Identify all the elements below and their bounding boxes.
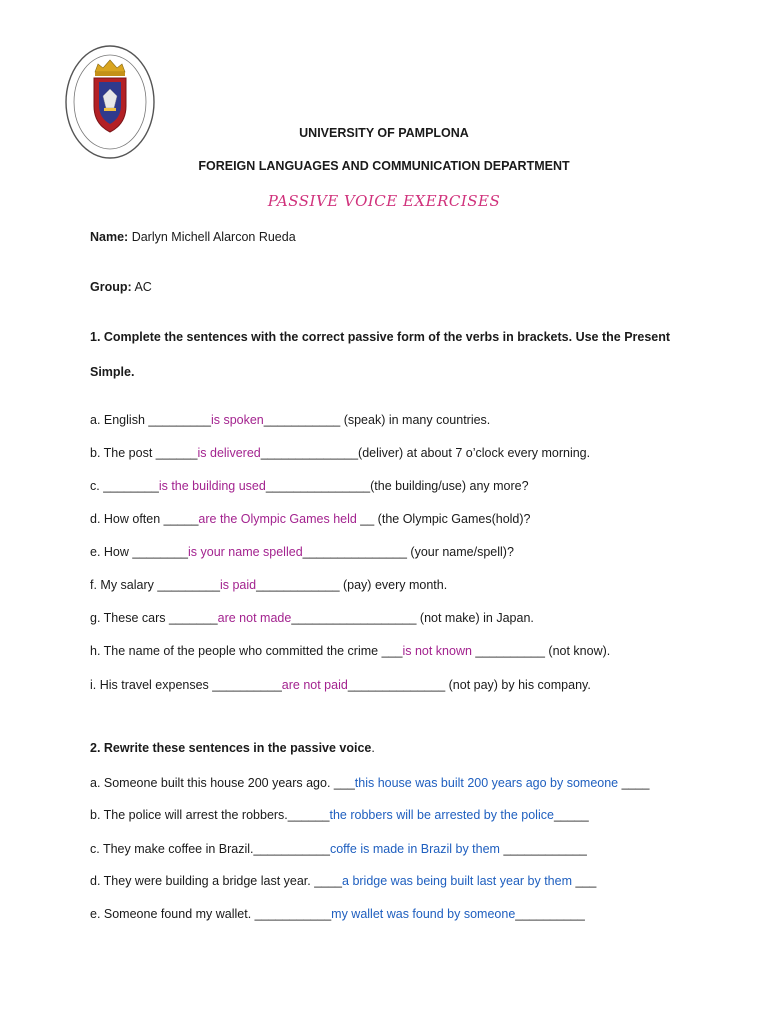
page-title: PASSIVE VOICE EXERCISES bbox=[267, 192, 501, 210]
exercise-item bbox=[90, 446, 590, 460]
item-prompt: d. They were building a bridge last year. ____ bbox=[90, 874, 343, 888]
item-prompt: b. The police will arrest the robbers.______ bbox=[90, 808, 330, 822]
item-rest: __ (the Olympic Games(hold)? bbox=[356, 512, 531, 526]
exercise-item bbox=[90, 479, 529, 493]
item-prompt: b. The post ______ bbox=[90, 446, 198, 460]
university-seal-logo bbox=[64, 44, 156, 160]
answer-text: coffe is made in Brazil by them bbox=[329, 842, 500, 856]
item-prompt: f. My salary _________ bbox=[90, 578, 220, 592]
item-rest: ____________ (pay) every month. bbox=[256, 578, 448, 592]
item-rest: ___ bbox=[572, 874, 597, 888]
university-name: UNIVERSITY OF PAMPLONA bbox=[299, 126, 469, 140]
answer-text: this house was built 200 years ago by someone bbox=[354, 776, 619, 790]
student-group-line bbox=[90, 280, 152, 294]
exercise-item bbox=[90, 545, 514, 559]
item-prompt: g. These cars _______ bbox=[90, 611, 218, 625]
answer-text: is spoken bbox=[210, 413, 264, 427]
answer-text: are not paid bbox=[281, 678, 348, 692]
answer-text: a bridge was being built last year by them bbox=[342, 874, 573, 888]
answer-text: is your name spelled bbox=[188, 545, 303, 559]
item-rest: __________________ (not make) in Japan. bbox=[291, 611, 534, 625]
rewrite-item bbox=[90, 808, 589, 822]
item-prompt: a. English _________ bbox=[90, 413, 211, 427]
item-prompt: h. The name of the people who committed the crime ___ bbox=[90, 644, 403, 658]
answer-text: is not known bbox=[402, 644, 472, 658]
answer-text: my wallet was found by someone bbox=[331, 907, 516, 921]
item-prompt: e. Someone found my wallet. ___________ bbox=[90, 907, 332, 921]
exercise-item bbox=[90, 413, 490, 427]
name-value: Darlyn Michell Alarcon Rueda bbox=[128, 230, 296, 244]
group-label: Group: bbox=[90, 280, 132, 294]
item-rest: __________ bbox=[515, 907, 585, 921]
section1-instruction-cont: Simple. bbox=[90, 365, 135, 379]
item-rest: ____ bbox=[618, 776, 650, 790]
item-rest: ______________(deliver) at about 7 o’clock every morning. bbox=[260, 446, 591, 460]
item-prompt: i. His travel expenses __________ bbox=[90, 678, 282, 692]
exercise-item bbox=[90, 611, 534, 625]
department-name: FOREIGN LANGUAGES AND COMMUNICATION DEPARTMENT bbox=[198, 159, 570, 173]
item-prompt: c. They make coffee in Brazil.___________ bbox=[90, 842, 330, 856]
item-rest: _______________(the building/use) any more? bbox=[265, 479, 529, 493]
answer-text: are not made bbox=[217, 611, 292, 625]
item-rest: ___________ (speak) in many countries. bbox=[263, 413, 491, 427]
section2-instruction-text: 2. Rewrite these sentences in the passive voice bbox=[90, 741, 372, 755]
item-rest: ______________ (not pay) by his company. bbox=[347, 678, 591, 692]
rewrite-item bbox=[90, 907, 585, 921]
item-rest: _____ bbox=[553, 808, 589, 822]
group-value: AC bbox=[131, 280, 152, 294]
section1-instruction: 1. Complete the sentences with the correct passive form of the verbs in brackets. Use the Present bbox=[90, 330, 671, 344]
item-prompt: c. ________ bbox=[90, 479, 159, 493]
student-name-line bbox=[90, 230, 296, 244]
answer-text: is the building used bbox=[158, 479, 266, 493]
exercise-item bbox=[90, 512, 531, 526]
answer-text: is paid bbox=[219, 578, 257, 592]
section2-instruction-end: . bbox=[371, 741, 375, 755]
rewrite-item bbox=[90, 874, 596, 888]
item-prompt: a. Someone built this house 200 years ago. ___ bbox=[90, 776, 355, 790]
item-rest: ____________ bbox=[499, 842, 587, 856]
exercise-item bbox=[90, 644, 610, 658]
exercise-item bbox=[90, 578, 447, 592]
item-prompt: e. How ________ bbox=[90, 545, 188, 559]
rewrite-item bbox=[90, 776, 649, 790]
answer-text: is delivered bbox=[197, 446, 261, 460]
rewrite-item bbox=[90, 842, 587, 856]
answer-text: are the Olympic Games held bbox=[198, 512, 357, 526]
answer-text: the robbers will be arrested by the police bbox=[329, 808, 554, 822]
item-rest: __________ (not know). bbox=[471, 644, 611, 658]
name-label: Name: bbox=[90, 230, 129, 244]
item-rest: _______________ (your name/spell)? bbox=[302, 545, 514, 559]
exercise-item bbox=[90, 678, 591, 692]
section2-instruction bbox=[90, 741, 375, 755]
item-prompt: d. How often _____ bbox=[90, 512, 199, 526]
